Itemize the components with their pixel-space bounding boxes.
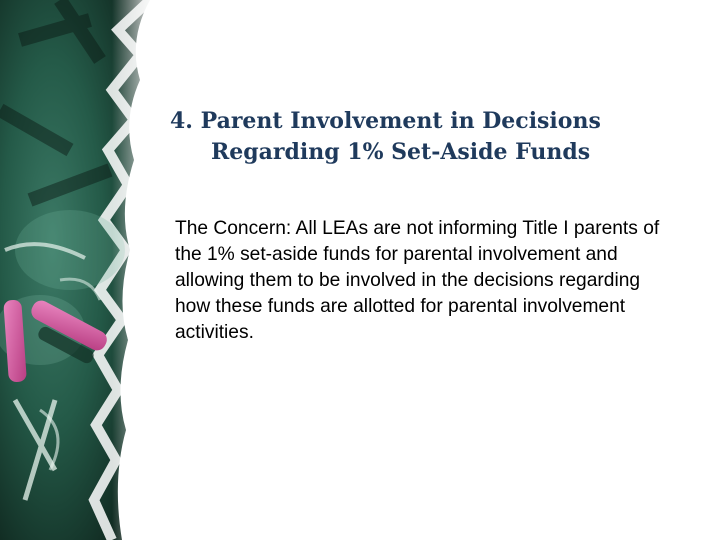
chalkboard-image bbox=[0, 0, 160, 540]
slide-title bbox=[170, 106, 690, 168]
title-line-1: 4. Parent Involvement in Decisions bbox=[170, 108, 601, 134]
title-line-2: Regarding 1% Set-Aside Funds bbox=[211, 139, 591, 165]
body-paragraph: The Concern: All LEAs are not informing Title I parents of the 1% set-aside funds for parental involvement and allowing them to be involved in the decisions regarding how these funds are allotted for parental involvement activities. bbox=[175, 218, 660, 343]
